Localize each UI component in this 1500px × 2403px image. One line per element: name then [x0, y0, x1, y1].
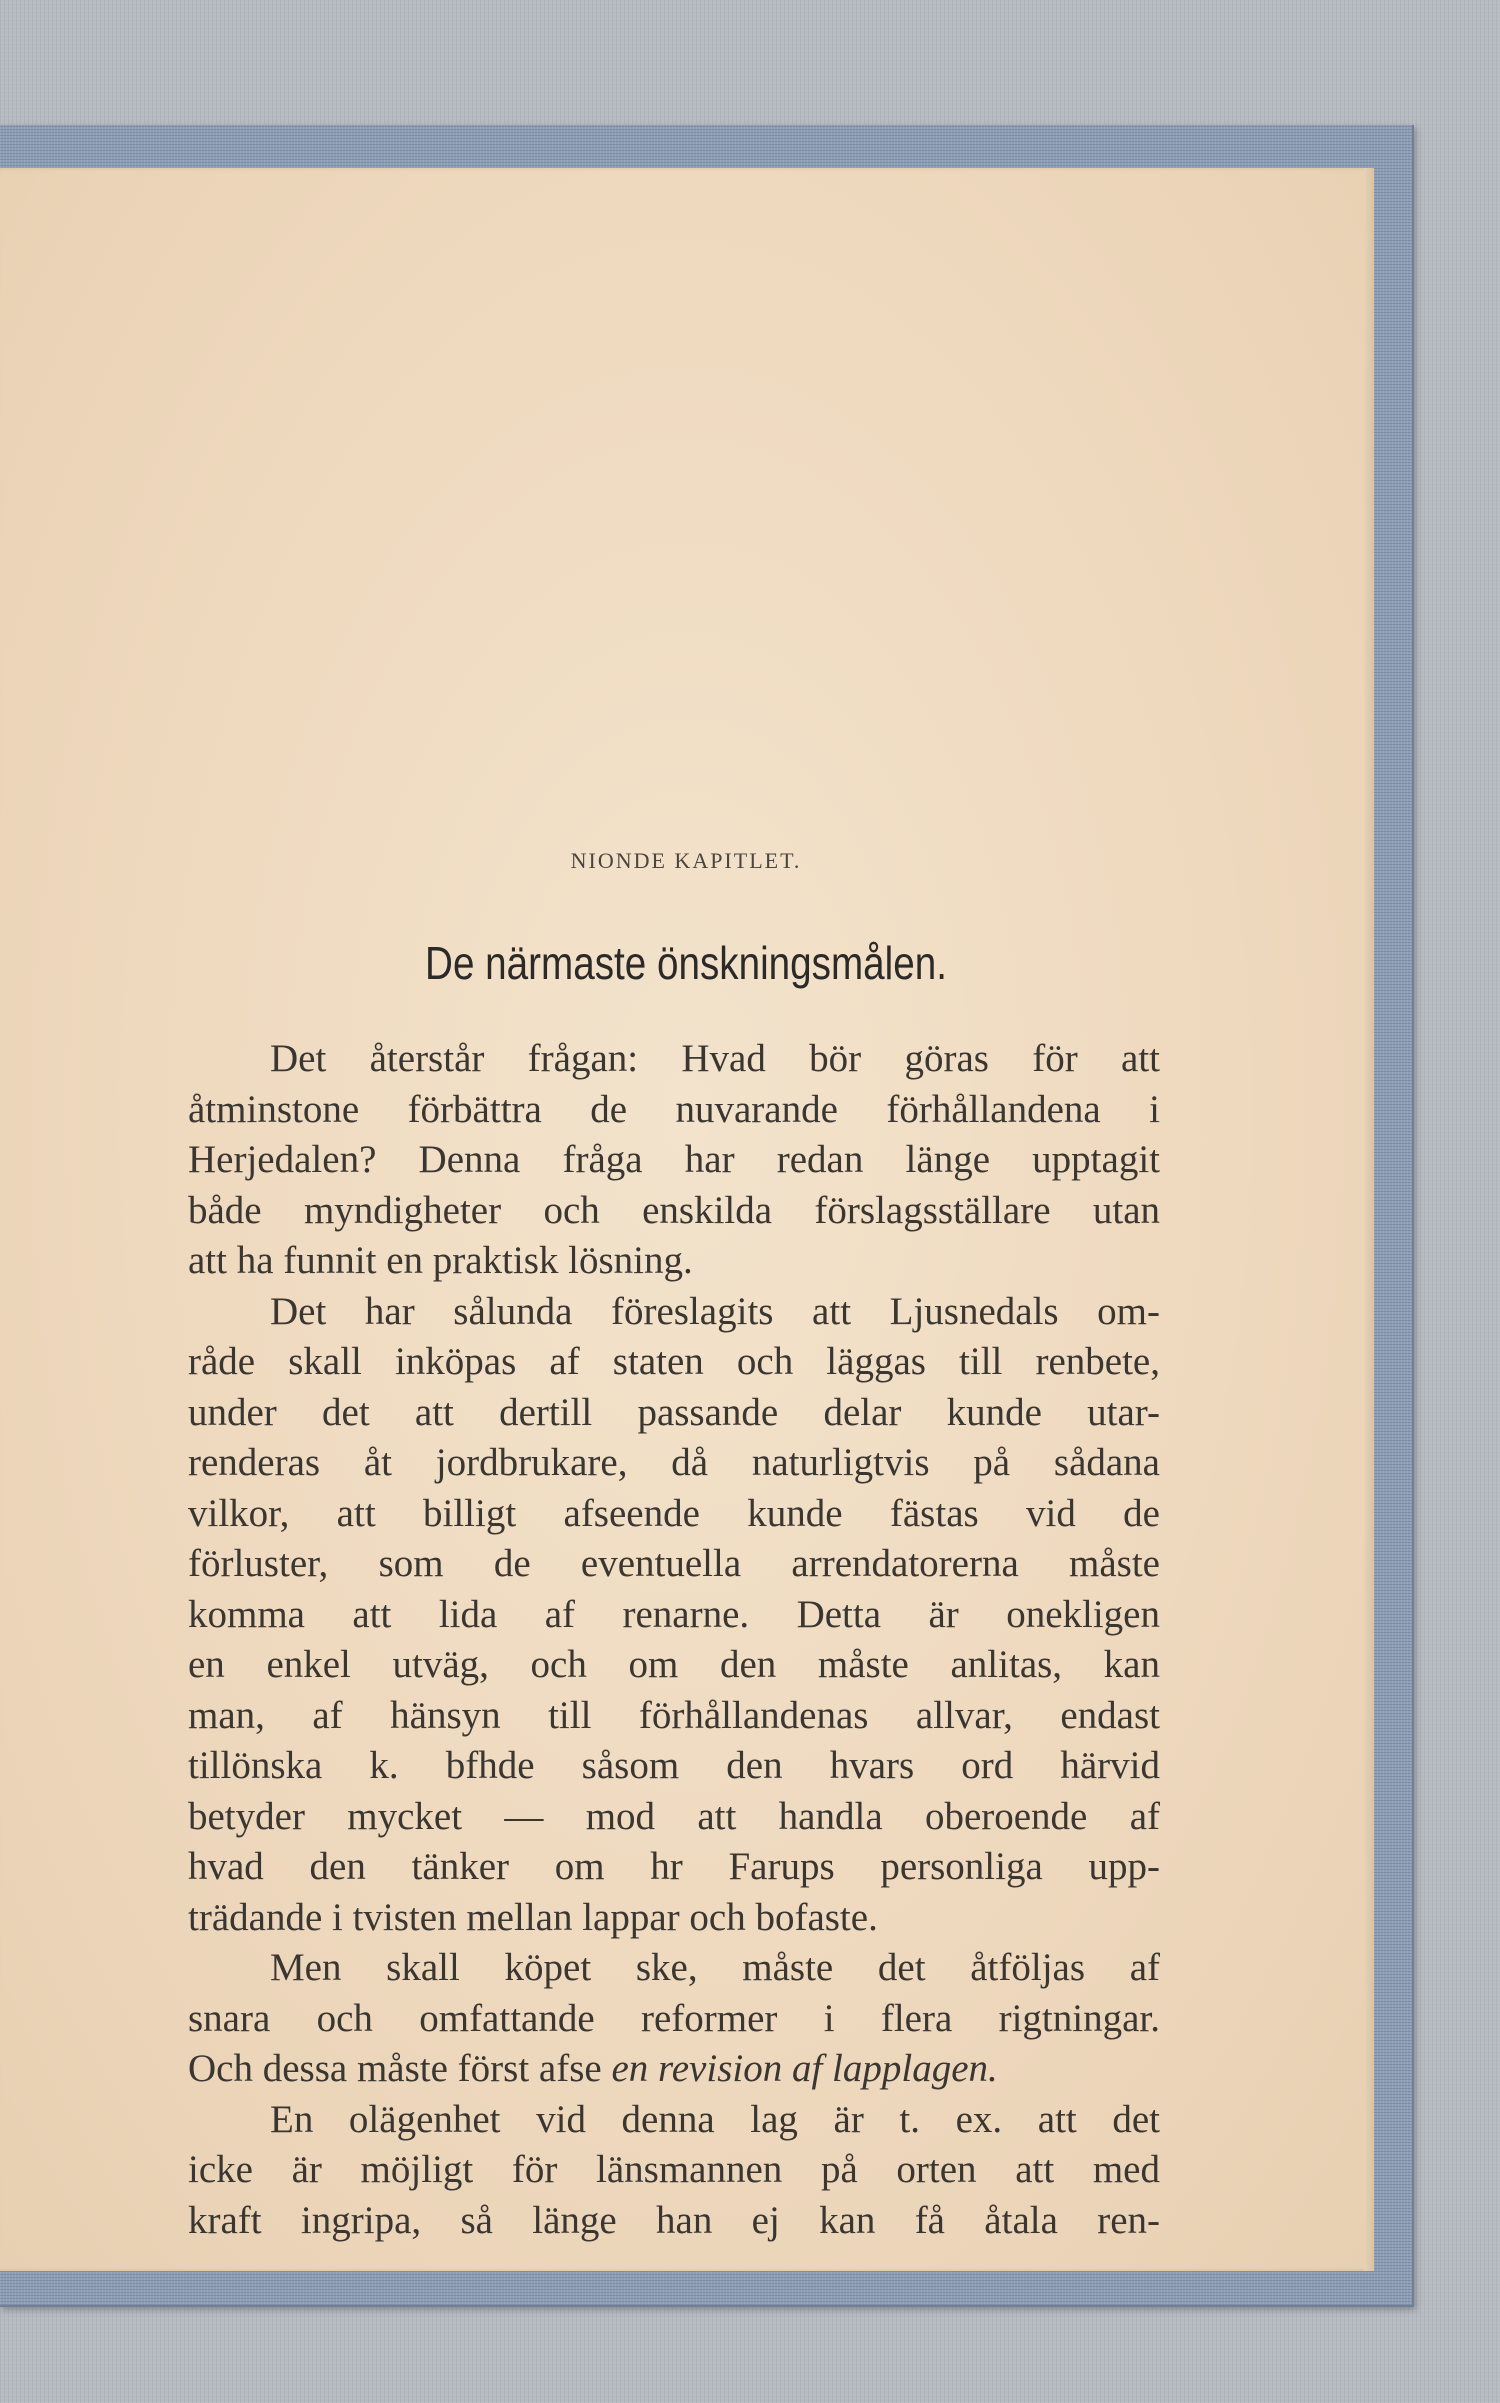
text-line: komma att lida af renarne. Detta är onekligen [188, 1592, 1160, 1636]
text-line: man, af hänsyn till förhållandenas allvar, endast [188, 1693, 1160, 1737]
text-line: Det återstår frågan: Hvad bör göras för att [270, 1037, 1160, 1080]
text-line: Det har sålunda föreslagits att Ljusnedals om- [270, 1289, 1160, 1333]
text-segment: Och dessa måste först afse [188, 2047, 612, 2090]
text-line-mixed [188, 2044, 1160, 2095]
text-line: under det att dertill passande delar kunde utar- [188, 1390, 1160, 1434]
text-line: Men skall köpet ske, måste det åtföljas af [270, 1946, 1160, 1989]
text-line: icke är möjligt för länsmannen på orten att med [188, 2148, 1160, 2191]
text-line: en enkel utväg, och om den måste anlitas, kan [188, 1643, 1160, 1686]
text-line: Herjedalen? Denna fråga har redan länge upptagit [188, 1138, 1160, 1181]
text-line: trädande i tvisten mellan lappar och bofaste. [188, 1895, 878, 1939]
chapter-heading: NIONDE KAPITLET. [570, 848, 802, 873]
text-line: både myndigheter och enskilda förslagsställare utan [188, 1188, 1160, 1232]
text-line: vilkor, att billigt afseende kunde fästas vid de [188, 1491, 1160, 1535]
chapter-title: De närmaste önskningsmålen. [425, 937, 947, 989]
text-line: renderas åt jordbrukare, då naturligtvis på sådana [188, 1441, 1160, 1484]
text-line: snara och omfattande reformer i flera rigtningar. [188, 1996, 1160, 2040]
text-line: kraft ingripa, så länge han ej kan få åtala ren- [188, 2198, 1160, 2242]
text-line: hvad den tänker om hr Farups personliga upp- [188, 1845, 1160, 1888]
page-edge [1364, 168, 1374, 2271]
text-line: En olägenhet vid denna lag är t. ex. att det [270, 2097, 1160, 2141]
text-line: åtminstone förbättra de nuvarande förhållandena i [188, 1087, 1160, 1131]
text-line: betyder mycket — mod att handla oberoende af [188, 1794, 1160, 1838]
text-line: att ha funnit en praktisk lösning. [188, 1239, 693, 1282]
italic-text-segment: en revision af lapplagen. [611, 2047, 998, 2090]
text-line: råde skall inköpas af staten och läggas till renbete, [188, 1340, 1160, 1383]
body-text [188, 1034, 1160, 2246]
text-line: förluster, som de eventuella arrendatorerna måste [188, 1542, 1160, 1585]
text-line: tillönska k. bfhde såsom den hvars ord härvid [188, 1744, 1160, 1787]
book-page [0, 168, 1372, 2271]
